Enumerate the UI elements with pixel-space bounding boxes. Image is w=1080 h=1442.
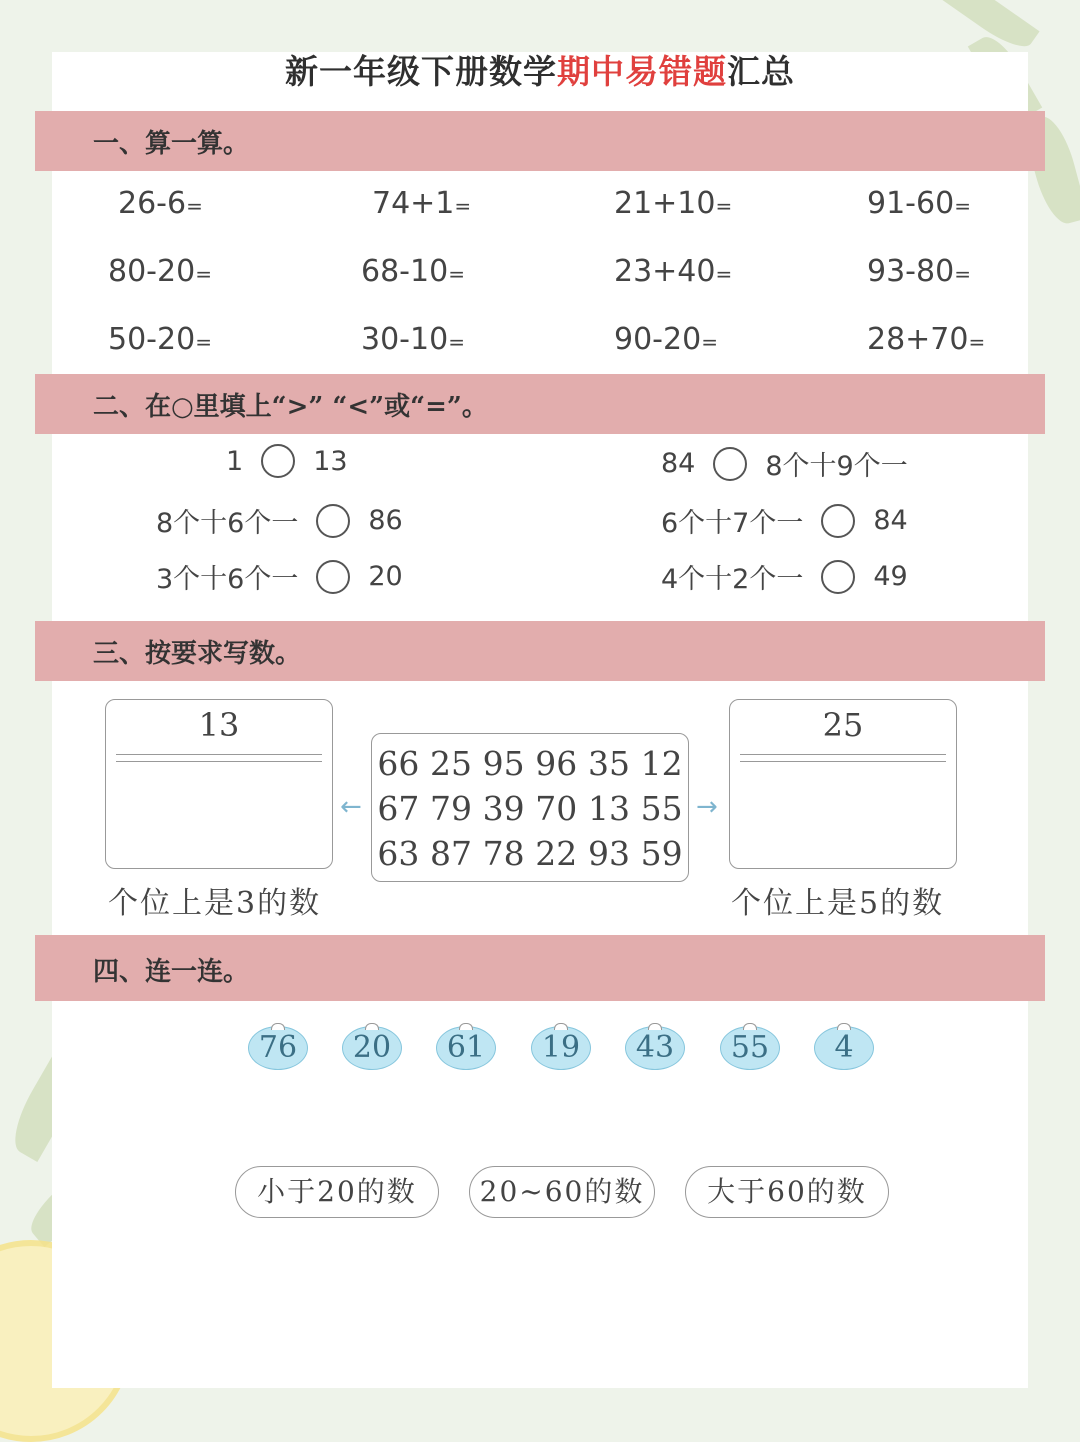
compare-circle[interactable] [316, 560, 350, 594]
divider-line [740, 754, 946, 755]
number-bubble[interactable]: 76 [248, 1026, 308, 1070]
section-title: 二、在○里填上“>” “<”或“=”。 [93, 392, 488, 422]
compare-circle[interactable] [713, 447, 747, 481]
section-title: 四、连一连。 [93, 957, 250, 987]
compare-item: 84 8个十9个一 [661, 448, 908, 482]
divider-line [116, 754, 322, 755]
number-bubble[interactable]: 43 [625, 1026, 685, 1070]
section-header-write [35, 621, 1045, 681]
category-pill-less-20[interactable]: 小于20的数 [235, 1166, 439, 1218]
box-caption: 个位上是5的数 [731, 886, 945, 921]
number-bubble[interactable]: 61 [436, 1026, 496, 1070]
equation-item: 74+1= [372, 186, 472, 221]
section-title: 三、按要求写数。 [93, 639, 302, 669]
divider-line [740, 761, 946, 762]
equation-item: 28+70= [867, 322, 986, 357]
compare-circle[interactable] [261, 444, 295, 478]
grid-row: 66 25 95 96 35 12 [377, 744, 683, 783]
title-prefix: 新一年级下册数学 [285, 52, 557, 91]
section-header-compare [35, 374, 1045, 434]
grid-row: 67 79 39 70 13 55 [377, 789, 683, 828]
equation-item: 21+10= [614, 186, 733, 221]
equation-item: 50-20= [108, 322, 212, 357]
number-bubble[interactable]: 20 [342, 1026, 402, 1070]
category-pill-20-60[interactable]: 20~60的数 [469, 1166, 655, 1218]
answer-box-ones-3[interactable] [105, 699, 333, 869]
example-number: 13 [198, 706, 240, 744]
compare-item: 8个十6个一 86 [156, 505, 403, 539]
divider-line [116, 761, 322, 762]
equation-item: 90-20= [614, 322, 718, 357]
equation-item: 26-6= [118, 186, 203, 221]
arrow-right-icon: → [696, 792, 718, 822]
box-caption: 个位上是3的数 [108, 886, 322, 921]
compare-item: 4个十2个一 49 [661, 561, 908, 595]
equation-item: 30-10= [361, 322, 465, 357]
compare-circle[interactable] [821, 504, 855, 538]
title-suffix: 汇总 [727, 52, 795, 91]
arrow-left-icon: ← [340, 792, 362, 822]
compare-item: 6个十7个一 84 [661, 505, 908, 539]
answer-box-ones-5[interactable] [729, 699, 957, 869]
compare-item: 1 13 [226, 445, 348, 477]
equation-item: 80-20= [108, 254, 212, 289]
section-header-connect [35, 935, 1045, 1001]
compare-circle[interactable] [821, 560, 855, 594]
equation-item: 68-10= [361, 254, 465, 289]
equation-item: 91-60= [867, 186, 971, 221]
number-bubble[interactable]: 19 [531, 1026, 591, 1070]
grid-row: 63 87 78 22 93 59 [377, 834, 683, 873]
compare-circle[interactable] [316, 504, 350, 538]
equation-item: 93-80= [867, 254, 971, 289]
category-pill-greater-60[interactable]: 大于60的数 [685, 1166, 889, 1218]
page-title [0, 46, 1080, 93]
equation-item: 23+40= [614, 254, 733, 289]
number-bubble[interactable]: 4 [814, 1026, 874, 1070]
compare-item: 3个十6个一 20 [156, 561, 403, 595]
number-grid [371, 733, 689, 882]
example-number: 25 [822, 706, 864, 744]
section-header-calc [35, 111, 1045, 171]
section-title: 一、算一算。 [93, 129, 250, 159]
number-bubble[interactable]: 55 [720, 1026, 780, 1070]
title-highlight: 期中易错题 [557, 52, 727, 91]
